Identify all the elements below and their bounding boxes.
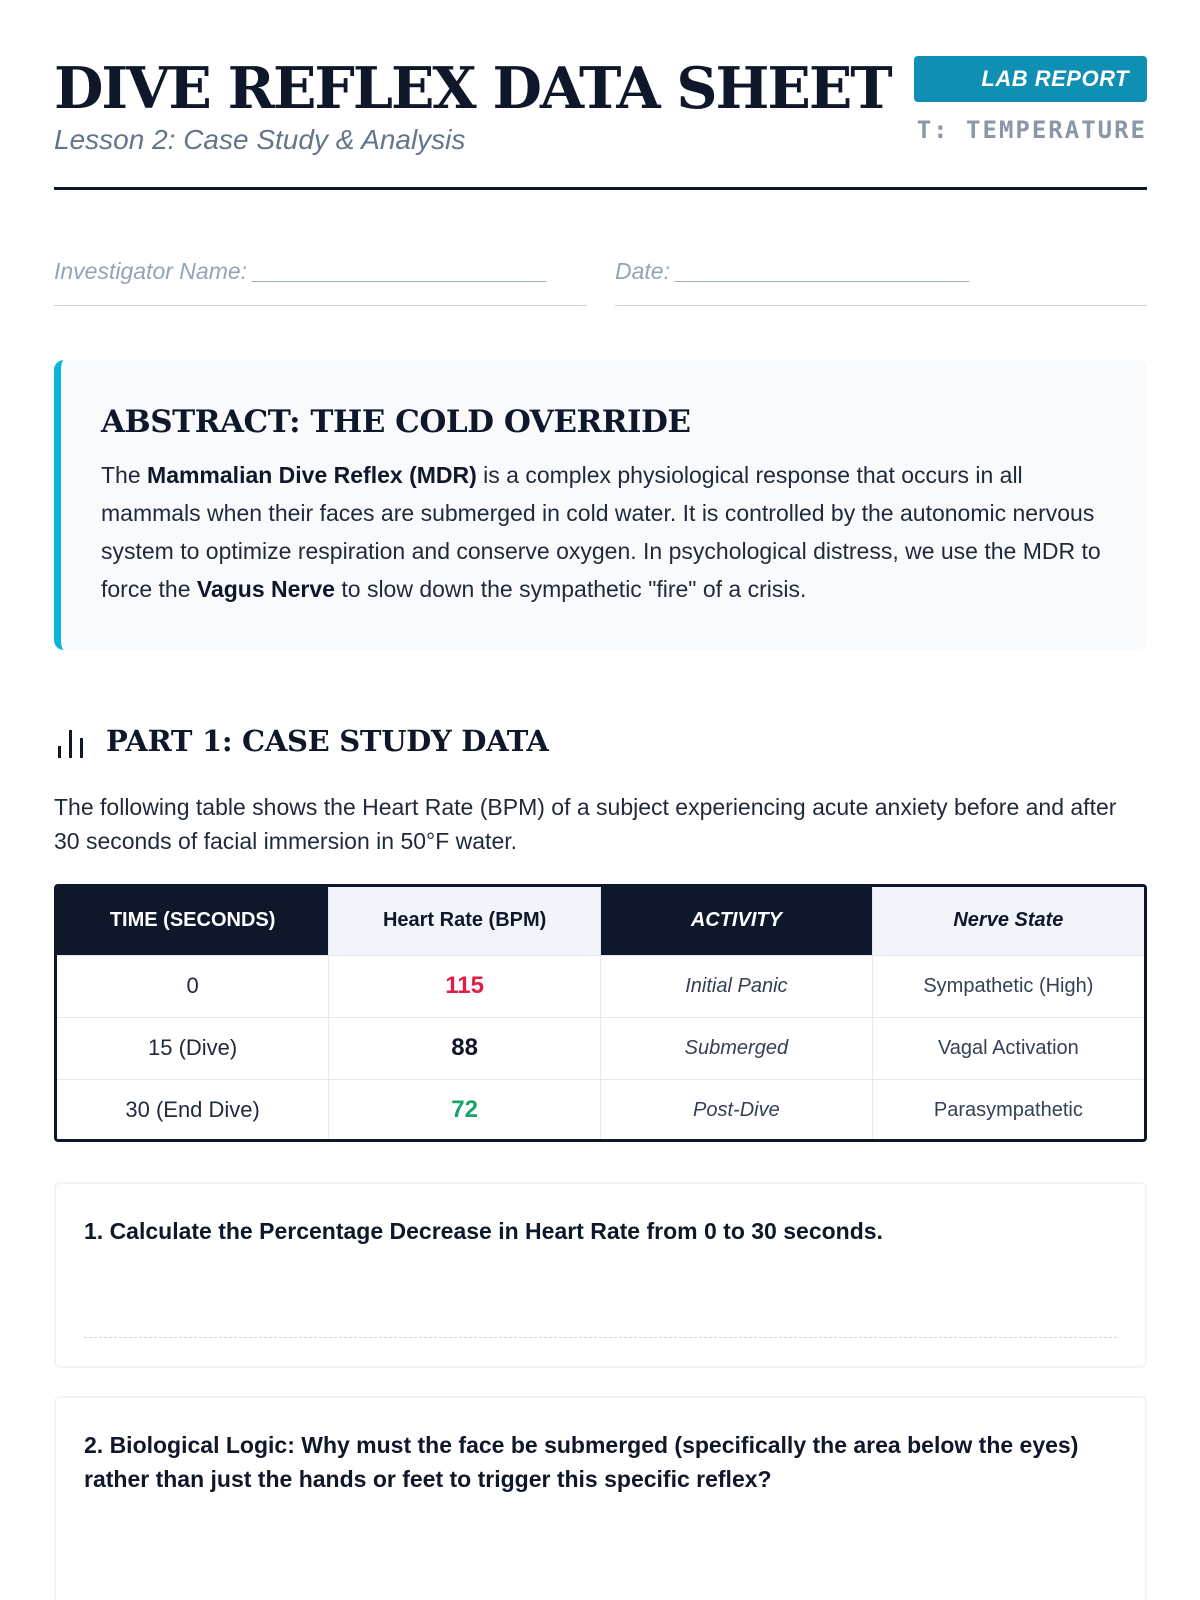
part1-intro: The following table shows the Heart Rate (BPM) of a subject experiencing acute anxiety before and after 30 seconds of facial immersion in 50°F water. [54,794,1117,854]
data-sheet [54,0,1147,1600]
column-header-time: TIME (SECONDS) [57,887,329,955]
bpm-cell: 88 [329,1017,601,1079]
abstract-heading: ABSTRACT: THE COLD OVERRIDE [101,404,691,440]
nerve-state-cell: Vagal Activation [872,1017,1144,1079]
investigator-name-field[interactable]: Investigator Name: _______________________ [54,258,587,306]
page-subtitle: Lesson 2: Case Study & Analysis [54,124,466,155]
table-row [57,1017,1144,1079]
part1-title: PART 1: CASE STUDY DATA [106,724,549,758]
nerve-state-cell: Sympathetic (High) [872,955,1144,1017]
abstract-text-part: The [101,462,148,488]
question-text: 2. Biological Logic: Why must the face be submerged (specifically the area below the eyes) rather than just the hands or feet to trigger this specific reflex? [84,1432,1079,1492]
time-cell: 30 (End Dive) [57,1079,329,1141]
page-title: DIVE REFLEX DATA SHEET [54,55,891,122]
activity-cell: Initial Panic [601,955,873,1017]
header [54,56,1147,190]
abstract-box [54,360,1147,650]
abstract-text-part: is a complex physiological response that occurs in all mammals when their faces are submerged in cold water. It is controlled by the autonomic nervous system to optimize respiration and conserve oxygen. In psychological distress, we use the MDR to force the [101,462,1101,602]
abstract-text-part: to slow down the sympathetic "fire" of a crisis. [334,576,807,602]
table-row [57,1079,1144,1141]
column-header-activity: ACTIVITY [601,887,873,955]
abstract-term-vagus: Vagus Nerve [196,576,335,602]
activity-cell: Submerged [601,1017,873,1079]
table-row [57,955,1144,1017]
date-field[interactable]: Date: _______________________ [615,258,1147,306]
question-card [54,1396,1147,1600]
category-label: T: TEMPERATURE [916,116,1147,144]
column-header-heart-rate: Heart Rate (BPM) [329,887,601,955]
question-text: 1. Calculate the Percentage Decrease in Heart Rate from 0 to 30 seconds. [84,1218,883,1244]
activity-cell: Post-Dive [601,1079,873,1141]
table-header-row [57,887,1144,955]
lab-report-badge: LAB REPORT [914,56,1147,102]
abstract-text [101,456,1111,608]
time-cell: 15 (Dive) [57,1017,329,1079]
case-study-table [54,884,1147,1142]
answer-line[interactable] [84,1337,1117,1338]
question-card [54,1182,1147,1368]
bpm-cell: 72 [329,1079,601,1141]
column-header-nerve-state: Nerve State [872,887,1144,955]
bar-chart-icon [54,726,90,760]
nerve-state-cell: Parasympathetic [933,1098,1083,1121]
time-cell: 0 [57,955,329,1017]
bpm-cell: 115 [329,955,601,1017]
abstract-term-mdr: Mammalian Dive Reflex (MDR) [147,462,477,488]
